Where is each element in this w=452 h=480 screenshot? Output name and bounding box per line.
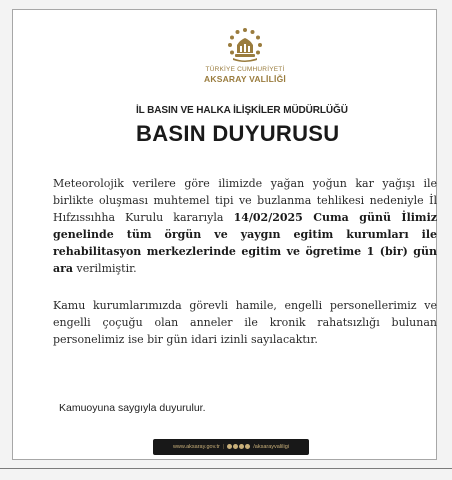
- page-title: BASIN DUYURUSU: [136, 121, 340, 146]
- footer-website: www.aksaray.gov.tr: [172, 444, 220, 450]
- org-name-line1: TÜRKİYE CUMHURİYETİ: [205, 66, 285, 73]
- department-name: İL BASIN VE HALKA İLİŞKİLER MÜDÜRLÜĞÜ: [136, 105, 348, 116]
- closing-line: Kamuoyuna saygıyla duyurulur.: [59, 402, 206, 414]
- footer-separator: |: [222, 444, 225, 450]
- seal-logo-icon: [227, 27, 263, 63]
- announcement-paragraph-1: [53, 175, 437, 277]
- org-name-line2: AKSARAY VALİLİĞİ: [204, 74, 286, 84]
- footer-social-handle: /aksarayvaliligi: [253, 444, 290, 450]
- paragraph-1-bold-text: 14/02/2025 Cuma günü İlimiz genelinde tüm örgün ve yaygın egitim kurumları ile rehabilitasyon merkezlerinde egitim ve ögretime 1 (bir) gün ara: [53, 211, 438, 275]
- announcement-paragraph-2: Kamu kurumlarımızda görevli hamile, engelli personellerimiz ve engelli çoçuğu olan anneler ile kronik rahatsızlığı bulunan personelimiz ise bir gün idari izinli sayılacaktır.: [53, 299, 437, 346]
- bottom-divider: [0, 468, 452, 469]
- press-release-page: [12, 9, 437, 460]
- social-media-icons: [227, 444, 251, 451]
- footer-bar: [153, 439, 309, 455]
- paragraph-1-text-start: Meteorolojik verilere göre ilimizde yağan yoğun kar yağışı ile birlikte oluşması muhtemel tipi ve buzlanma tehlikesi nedeniyle İl Hıfzıssıhha Kurulu kararıyla: [53, 177, 437, 224]
- paragraph-1-text-end: verilmiştir.: [73, 262, 137, 275]
